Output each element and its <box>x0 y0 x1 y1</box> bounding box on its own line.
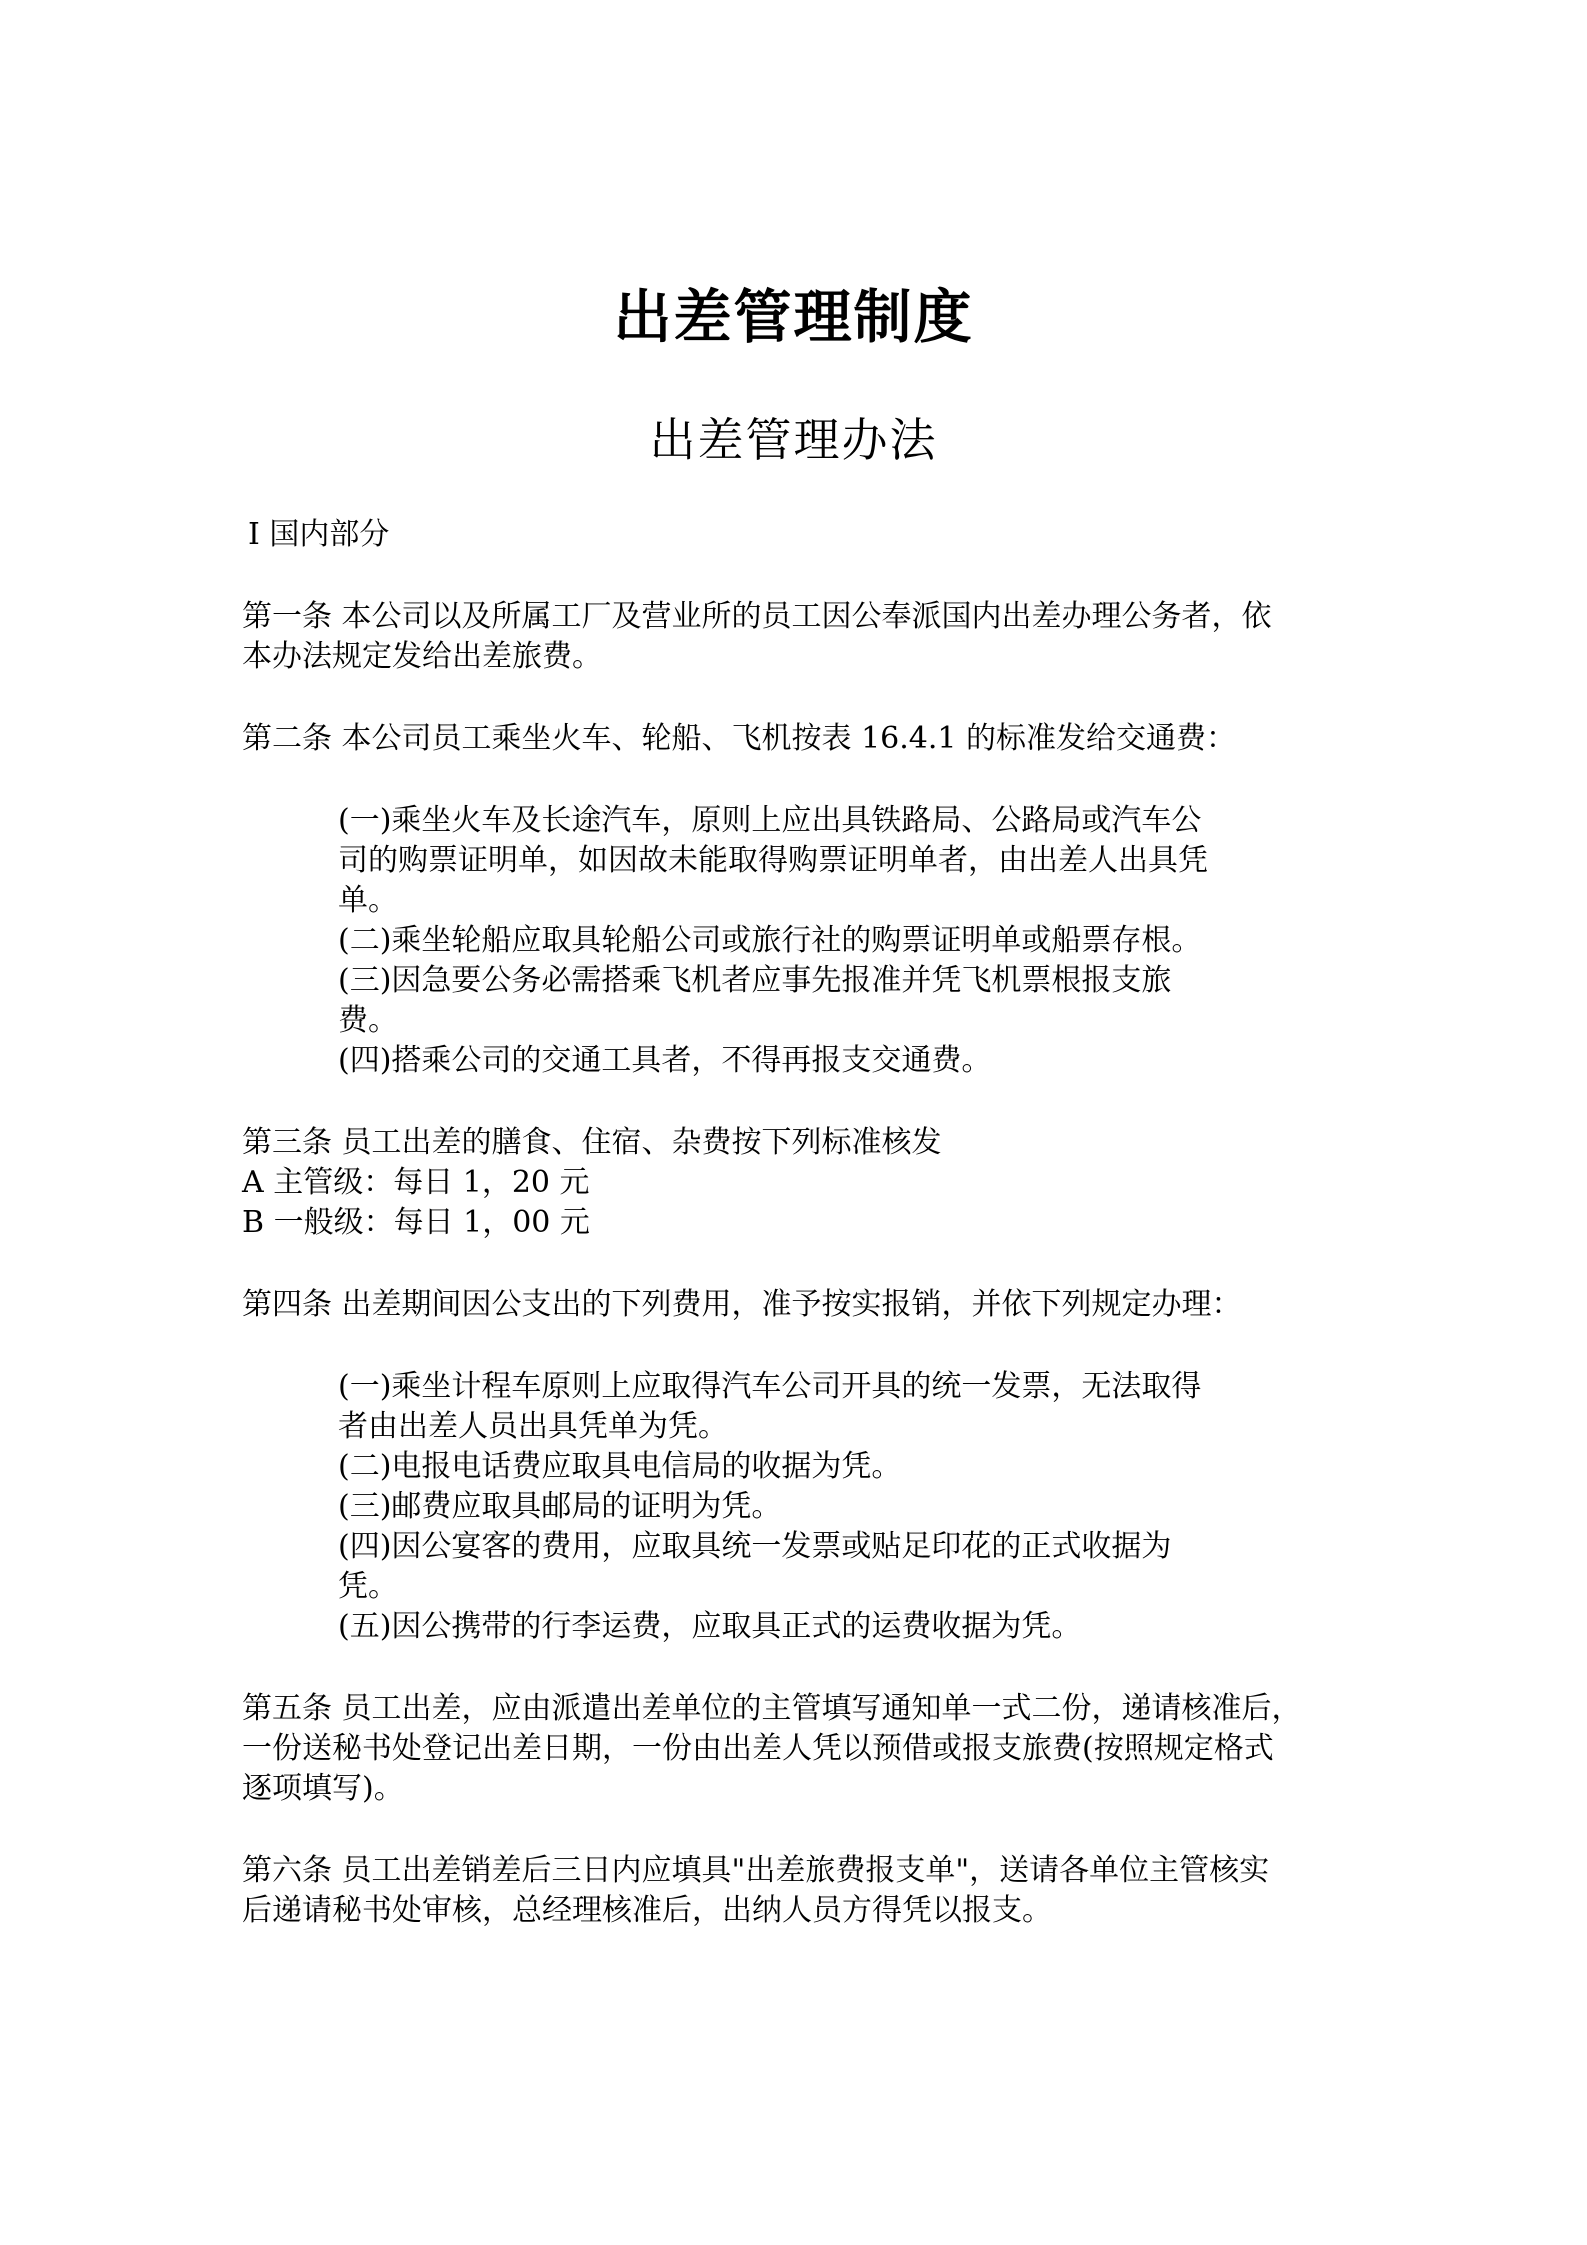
article-2-item-2-line-1: (二)乘坐轮船应取具轮船公司或旅行社的购票证明单或船票存根。 <box>338 923 1202 958</box>
article-3-line-3: B 一般级：每日 1，00 元 <box>242 1205 590 1240</box>
article-4-item-2 <box>338 1447 1268 1487</box>
article-4-item-4-line-2: 凭。 <box>338 1569 398 1604</box>
article-4-line-1: 第四条 出差期间因公支出的下列费用，准予按实报销，并依下列规定办理： <box>242 1287 1242 1322</box>
article-2-item-3 <box>338 961 1268 1041</box>
article-5 <box>242 1689 1352 1809</box>
article-2-item-4 <box>338 1041 1268 1081</box>
article-5-line-1: 第五条 员工出差，应由派遣出差单位的主管填写通知单一式二份，递请核准后， <box>242 1691 1302 1726</box>
article-2-item-1 <box>338 801 1268 921</box>
document-body <box>242 515 1352 1973</box>
article-3-line-2: A 主管级：每日 1，20 元 <box>242 1165 590 1200</box>
article-6-line-2: 后递请秘书处审核，总经理核准后，出纳人员方得凭以报支。 <box>242 1893 1052 1928</box>
article-3-line-1: 第三条 员工出差的膳食、住宿、杂费按下列标准核发 <box>242 1125 942 1160</box>
article-1-line-2: 本办法规定发给出差旅费。 <box>242 639 602 674</box>
article-2-item-1-line-2: 司的购票证明单，如因故未能取得购票证明单者，由出差人出具凭 <box>338 843 1208 878</box>
article-4-item-5-line-1: (五)因公携带的行李运费，应取具正式的运费收据为凭。 <box>338 1609 1082 1644</box>
article-2-item-1-line-3: 单。 <box>338 883 398 918</box>
article-2-item-2 <box>338 921 1268 961</box>
article-2-item-1-line-1: (一)乘坐火车及长途汽车，原则上应出具铁路局、公路局或汽车公 <box>338 803 1202 838</box>
article-4-item-1-line-2: 者由出差人员出具凭单为凭。 <box>338 1409 728 1444</box>
article-4-item-4-line-1: (四)因公宴客的费用，应取具统一发票或贴足印花的正式收据为 <box>338 1529 1172 1564</box>
article-4 <box>242 1285 1352 1325</box>
article-4-item-3 <box>338 1487 1268 1527</box>
document-subtitle: 出差管理办法 <box>649 413 938 467</box>
article-4-item-1-line-1: (一)乘坐计程车原则上应取得汽车公司开具的统一发票，无法取得 <box>338 1369 1202 1404</box>
article-2-items <box>242 801 1268 1081</box>
article-4-item-1 <box>338 1367 1268 1447</box>
article-1 <box>242 597 1352 677</box>
article-2-item-3-line-1: (三)因急要公务必需搭乘飞机者应事先报准并凭飞机票根报支旅 <box>338 963 1172 998</box>
article-4-items <box>242 1367 1268 1647</box>
section-heading: Ⅰ 国内部分 <box>248 517 390 552</box>
article-4-item-5 <box>338 1607 1268 1647</box>
article-5-line-3: 逐项填写)。 <box>242 1771 404 1806</box>
article-6 <box>242 1851 1352 1931</box>
article-5-line-2: 一份送秘书处登记出差日期，一份由出差人凭以预借或报支旅费(按照规定格式 <box>242 1731 1274 1766</box>
article-1-line-1: 第一条 本公司以及所属工厂及营业所的员工因公奉派国内出差办理公务者，依 <box>242 599 1272 634</box>
article-6-line-1: 第六条 员工出差销差后三日内应填具"出差旅费报支单"，送请各单位主管核实 <box>242 1853 1270 1888</box>
article-3 <box>242 1123 1352 1243</box>
article-2-line-1: 第二条 本公司员工乘坐火车、轮船、飞机按表 16.4.1 的标准发给交通费： <box>242 721 1237 756</box>
article-2 <box>242 719 1352 759</box>
article-2-item-3-line-2: 费。 <box>338 1003 398 1038</box>
article-4-item-4 <box>338 1527 1268 1607</box>
document-title: 出差管理制度 <box>613 283 974 351</box>
article-2-item-4-line-1: (四)搭乘公司的交通工具者，不得再报支交通费。 <box>338 1043 992 1078</box>
article-4-item-3-line-1: (三)邮费应取具邮局的证明为凭。 <box>338 1489 782 1524</box>
article-4-item-2-line-1: (二)电报电话费应取具电信局的收据为凭。 <box>338 1449 902 1484</box>
